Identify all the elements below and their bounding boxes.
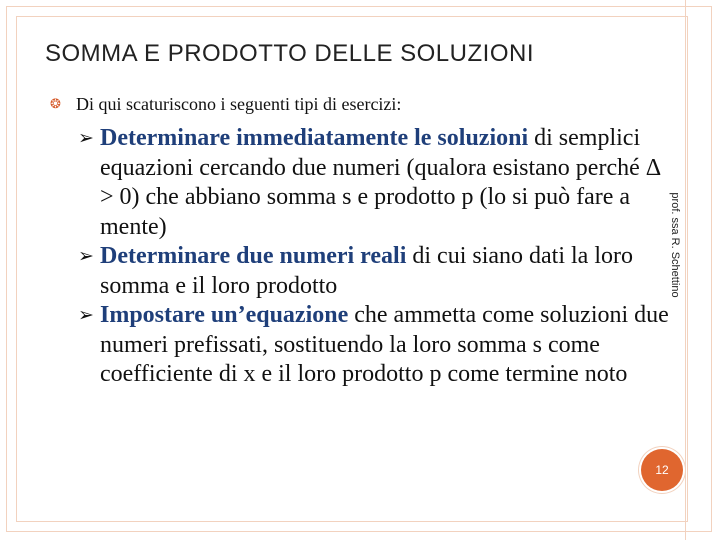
list-item <box>78 242 678 301</box>
arrow-bullet-icon: ➢ <box>78 127 94 149</box>
side-rule <box>685 0 686 540</box>
item-highlight: Impostare un’equazione <box>100 302 349 328</box>
list-item <box>78 124 678 242</box>
intro-line <box>50 94 401 115</box>
author-credit: prof. ssa R. Schettino <box>669 192 681 298</box>
slide-title: SOMMA E PRODOTTO DELLE SOLUZIONI <box>45 40 534 67</box>
arrow-bullet-icon: ➢ <box>78 245 94 267</box>
item-text: di cui siano dati la loro somma e il loro prodotto <box>100 243 633 299</box>
circle-bullet-icon: ❂ <box>50 96 61 111</box>
item-highlight: Determinare due numeri reali <box>100 243 407 269</box>
arrow-bullet-icon: ➢ <box>78 304 94 326</box>
list-item <box>78 301 678 390</box>
exercise-list <box>78 124 678 390</box>
item-text: di semplici equazioni cercando due numeri (qualora esistano perché Δ > 0) che abbiano somma s e prodotto p (lo si può fare a mente) <box>100 125 660 240</box>
intro-text: Di qui scaturiscono i seguenti tipi di esercizi: <box>76 94 402 114</box>
item-highlight: Determinare immediatamente le soluzioni <box>100 125 529 151</box>
page-number-badge: 12 <box>641 449 683 491</box>
item-text: che ammetta come soluzioni due numeri prefissati, sostituendo la loro somma s come coefficiente di x e il loro prodotto p come termine noto <box>100 302 669 387</box>
